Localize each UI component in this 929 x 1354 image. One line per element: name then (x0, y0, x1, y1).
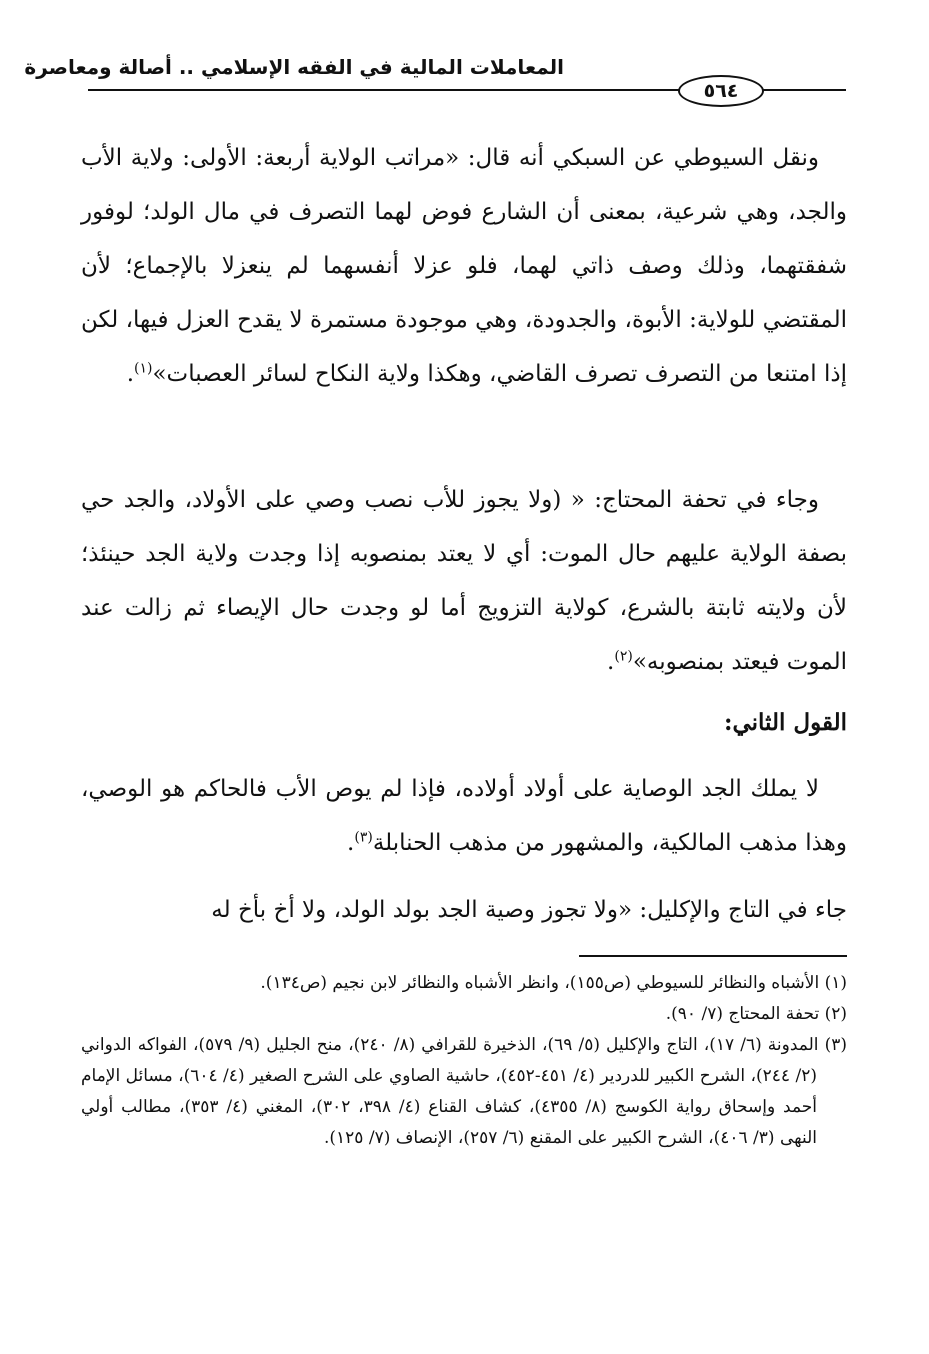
paragraph-end: . (607, 649, 615, 675)
paragraph-end: . (126, 361, 135, 387)
body-paragraph-4 (81, 883, 847, 937)
paragraph-text: ونقل السيوطي عن السبكي أنه قال: «مراتب الولاية أربعة: الأولى: ولاية الأب والجد، وهي شرعية، بمعنى أن الشارع فوض لهما التصرف في مال الولد؛ لوفور شفقتهما، وذلك وصف ذاتي لهما، فلو عزلا أنفسهما لم ينعزلا بالإجماع؛ لأن المقتضي للولاية: الأبوة، والجدودة، وهي موجودة مستمرة لا يقدح العزل فيها، لكن إذا امتنعا من التصرف تصرف القاضي، وهكذا ولاية النكاح لسائر العصبات» (81, 145, 847, 387)
body-paragraph-1 (81, 131, 847, 401)
footnotes (81, 968, 847, 1154)
footnote-separator (579, 955, 847, 957)
paragraph-text: وجاء في تحفة المحتاج: « (ولا يجوز للأب نصب وصي على الأولاد، والجد حي بصفة الولاية عليهم حال الموت: أي لا يعتد بمنصوبه إذا وجدت ولاية الجد حينئذ؛ لأن ولايته ثابتة بالشرع، كولاية التزويج أما لو وجدت حال الإيصاء ثم زالت عند الموت فيعتد بمنصوبه» (81, 487, 847, 675)
footnote-2: (٢) تحفة المحتاج (٧/ ٩٠). (665, 1004, 847, 1024)
footnote-1: (١) الأشباه والنظائر للسيوطي (ص١٥٥)، وانظر الأشباه والنظائر لابن نجيم (ص١٣٤). (260, 973, 847, 993)
section-heading: القول الثاني: (723, 709, 847, 736)
body-paragraph-3 (81, 762, 847, 870)
paragraph-text: لا يملك الجد الوصاية على أولاد أولاده، فإذا لم يوص الأب فالحاكم هو الوصي، وهذا مذهب المالكية، والمشهور من مذهب الحنابلة (81, 776, 847, 856)
paragraph-text: جاء في التاج والإكليل: «ولا تجوز وصية الجد بولد الولد، ولا أخ بأخ له (211, 897, 847, 923)
paragraph-end: . (347, 830, 355, 856)
page-number: ٥٦٤ (678, 75, 764, 107)
footnote-ref-3: (٣) (354, 829, 373, 846)
footnote-3: (٣) المدونة (٦/ ١٧)، التاج والإكليل (٥/ ٦٩)، الذخيرة للقرافي (٨/ ٢٤٠)، منح الجليل (٩/ ٥٧٩)، الفواكه الدواني (٢/ ٢٤٤)، الشرح الكبير للدردير (٤/ ٤٥١-٤٥٢)، حاشية الصاوي على الشرح الصغير (٤/ ٦٠٤)، مسائل الإمام أحمد وإسحاق رواية الكوسج (٨/ ٤٣٥٥)، كشاف القناع (٤/ ٣٩٨، ٣٠٢)، المغني (٤/ ٣٥٣)، مطالب أولي النهى (٣/ ٤٠٦)، الشرح الكبير على المقنع (٦/ ٢٥٧)، الإنصاف (٧/ ١٢٥). (81, 1035, 847, 1148)
footnote-ref-2: (٢) (614, 648, 633, 665)
body-paragraph-2 (81, 473, 847, 689)
footnote-ref-1: (١) (134, 360, 153, 377)
running-header-title: المعاملات المالية في الفقه الإسلامي .. أصالة ومعاصرة (24, 55, 564, 79)
